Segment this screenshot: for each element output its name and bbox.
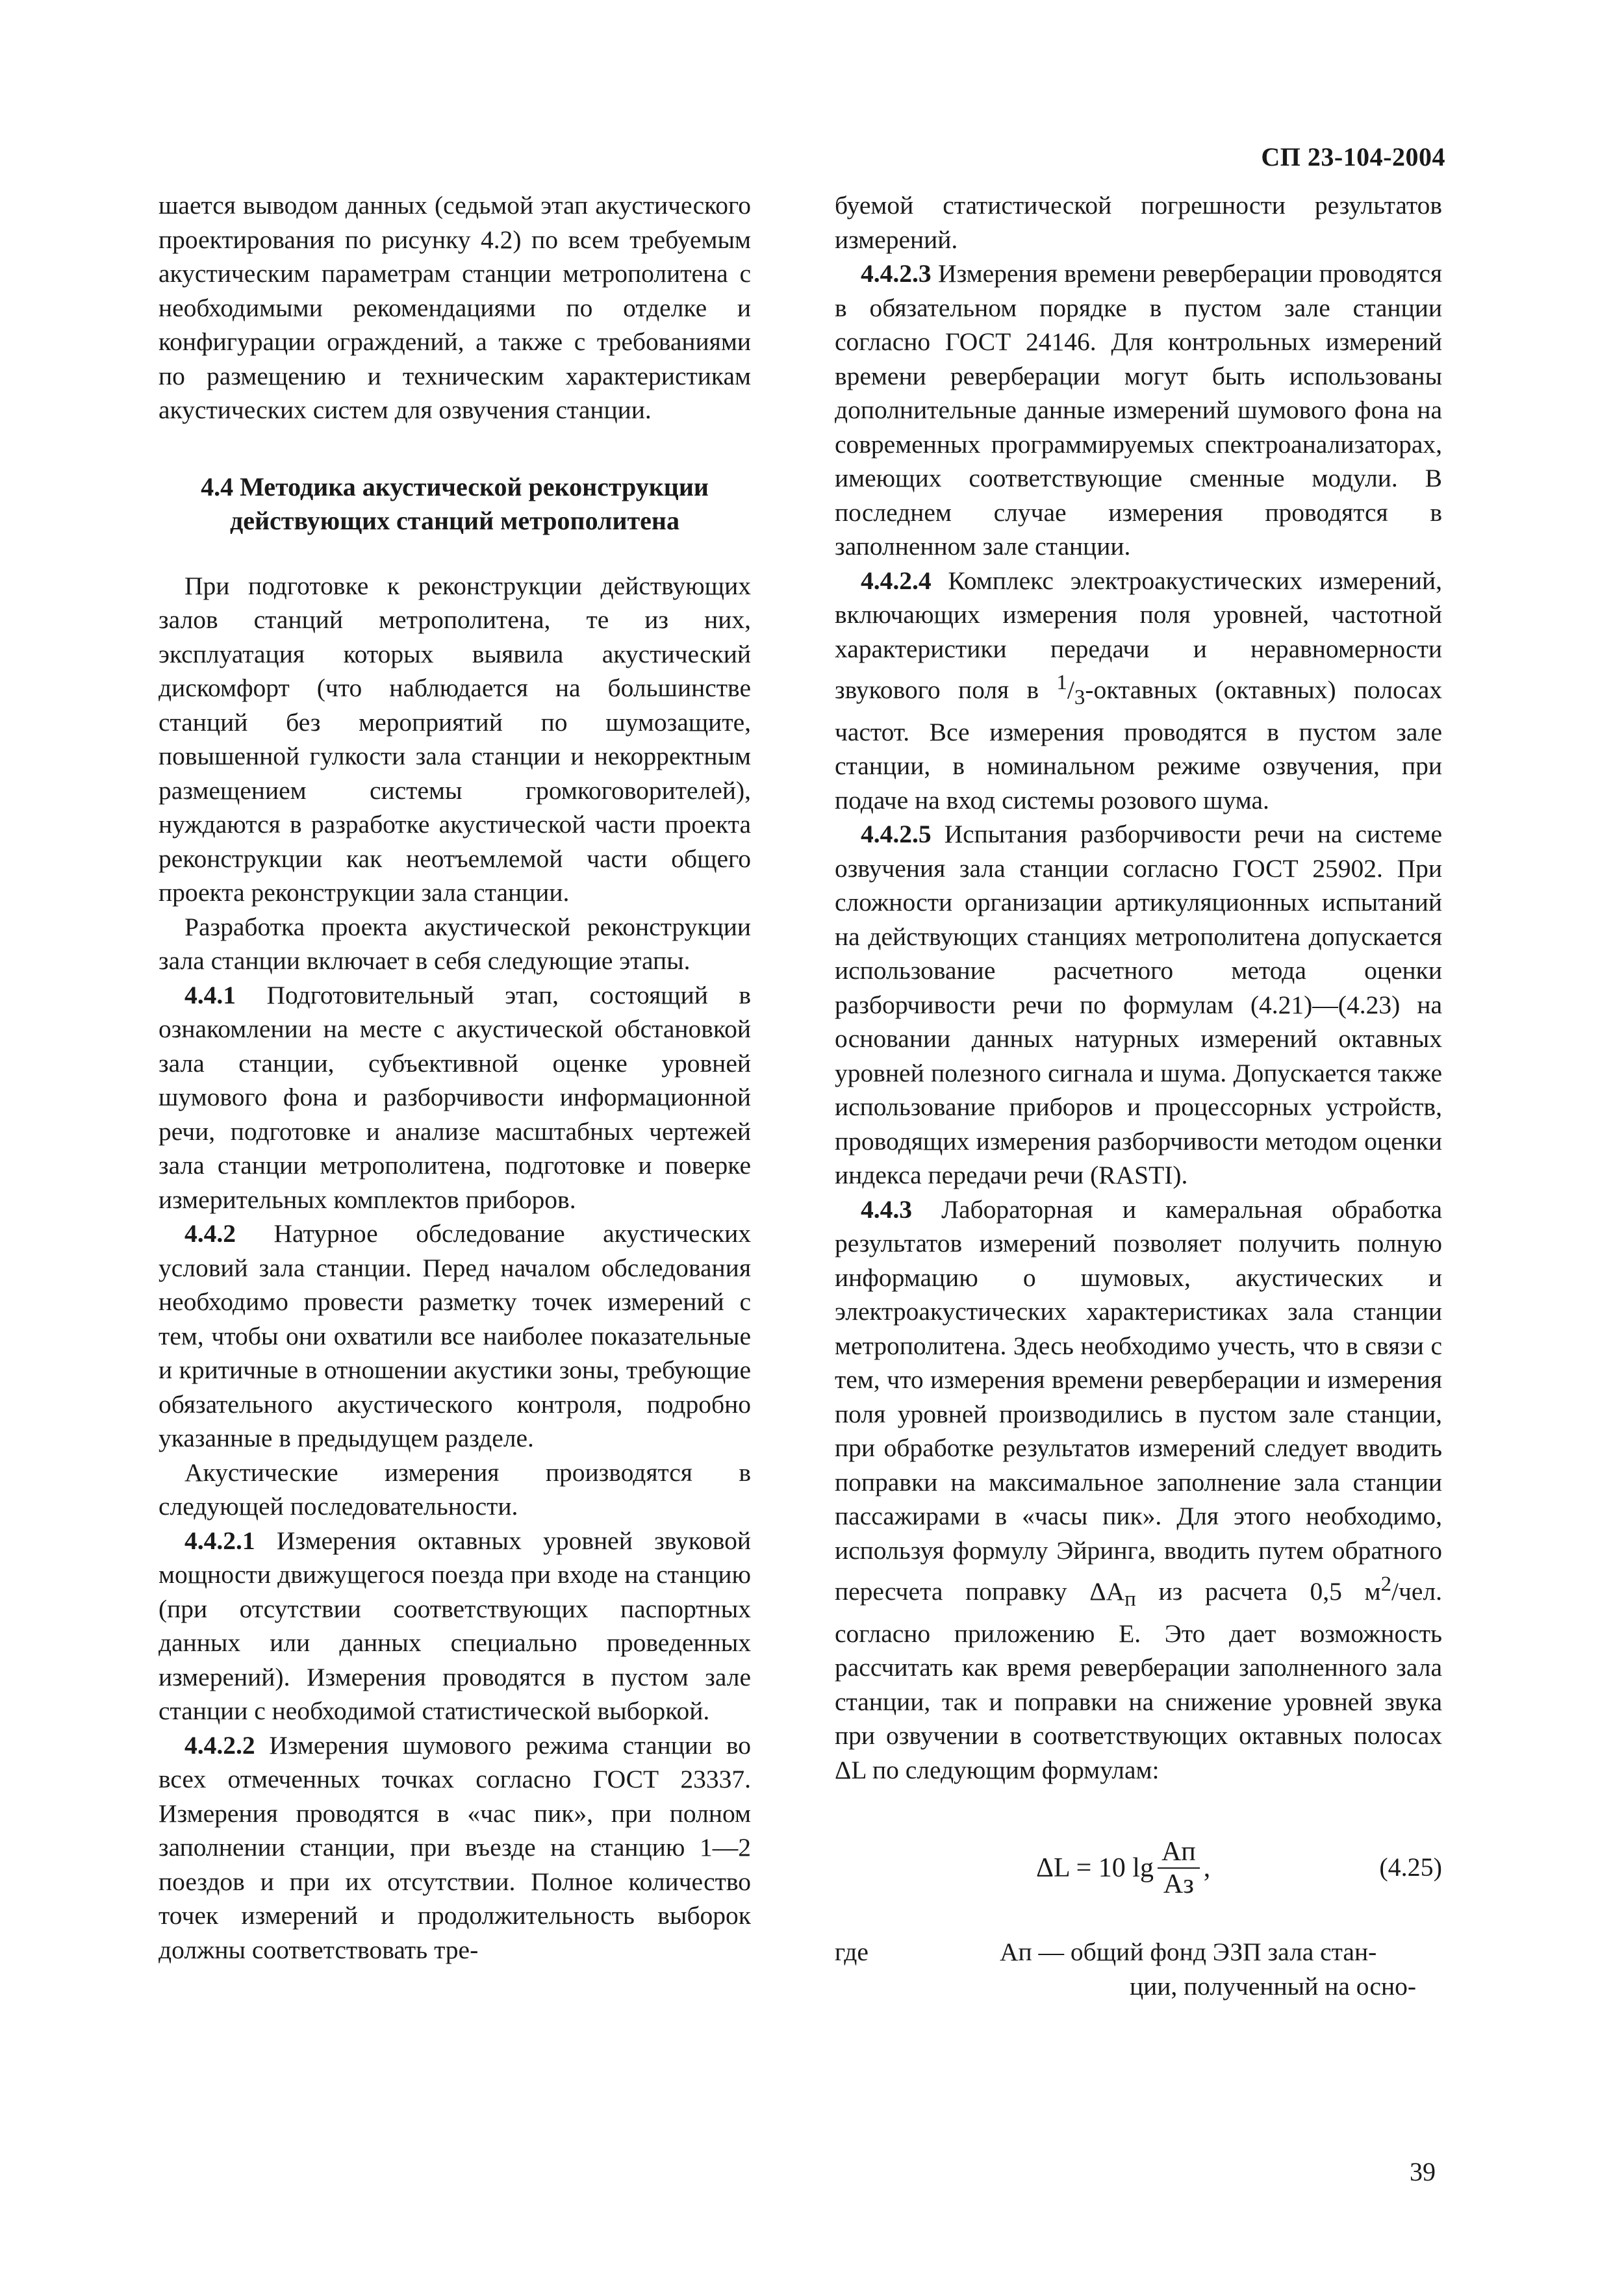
formula-4-25 <box>835 1825 1442 1922</box>
section-heading-line-1: 4.4 Методика акустической реконструкции <box>201 472 709 501</box>
paragraph-4-4-2-4: 4.4.2.4 Комплекс электроакустических измерений, включающих измерения поля уровней, частотной характеристики передачи и неравномерности звукового поля в $^1/_3$-октавных (октавных) полосах частот. Все измерения проводятся в пустом зале станции, в номинальном режиме озвучения, при подаче на вход системы розового шума. <box>835 566 1442 815</box>
clause-text: Испытания разборчивости речи на системе озвучения зала станции согласно ГОСТ 25902. При сложности организации артикуляционных испытаний на действующих станциях метрополитена допускается использование расчетного метода оценки разборчивости речи по формулам (4.21)—(4.23) на основании данных натурных измерений октавных уровней полезного сигнала и шума. Допускается также использование приборов и процессорных устройств, проводящих измерения разборчивости методом оценки индекса передачи речи (RASTI). <box>835 820 1442 1190</box>
paragraph-4-4-1 <box>159 978 751 1217</box>
paragraph-4-4-3 <box>835 1193 1442 1788</box>
clause-number: 4.4.2.5 <box>861 820 932 849</box>
paragraph: При подготовке к реконструкции действующих залов станций метрополитена, те из них, эксплуатация которых выявила акустический дискомфорт (что наблюдается на большинстве станций без мероприятий по шумозащите, повышенной гулкости зала станции и некорректным размещением системы громкоговорителей), нуждаются в разработке акустической части проекта реконструкции как неотъемлемой части общего проекта реконструкции зала станции. <box>159 571 751 907</box>
formula-fraction <box>1158 1836 1200 1900</box>
where-text-line-2: ции, полученный на осно- <box>1130 1971 1417 2001</box>
clause-text: Измерения шумового режима станции во всех отмеченных точках согласно ГОСТ 23337. Измерения проводятся в «час пик», при полном заполнении станции, при въезде на станцию 1—2 поездов и при их отсутствии. Полное количество точек измерений и продолжительность выборок должны соответствовать тре- <box>159 1730 751 1964</box>
right-column <box>835 188 1442 2006</box>
clause-number: 4.4.2.3 <box>861 259 932 288</box>
clause-text: /чел. согласно приложению Е. Это дает возможность рассчитать как время реверберации заполненного зала станции, так и поправки на снижение уровней звука при озвучении в соответствующих октавных полосах ΔL по следующим формулам: <box>835 1577 1442 1784</box>
where-definition <box>1000 1935 1441 2003</box>
paragraph-4-4-2-5 <box>835 817 1442 1193</box>
clause-number: 4.4.2.2 <box>184 1730 255 1760</box>
formula-denominator: Aз <box>1163 1869 1194 1900</box>
clause-text: Лабораторная и камеральная обработка результатов измерений позволяет получить полную информацию о шумовых, акустических и электроакустических характеристиках зала станции метрополитена. Здесь необходимо учесть, что в связи с тем, что измерения времени реверберации и измерения поля уровней производились в пустом зале станции, при обработке результатов измерений следует вводить поправки на максимальное заполнение зала станции пассажирами в «часы пик». Для этого необходимо, используя формулу Эйринга, вводить путем обратного пересчета поправку ΔA <box>835 1194 1442 1606</box>
formula-trailing-comma: , <box>1203 1852 1211 1883</box>
paragraph-continued: шается выводом данных (седьмой этап акустического проектирования по рисунку 4.2) по всем требуемым акустическим параметрам станции метрополитена с необходимыми рекомендациями по отделке и конфигурации ограждений, а также с требованиями по размещению и техническим характеристикам акустических систем для озвучения станции. <box>159 191 751 424</box>
formula-lhs: ΔL = 10 lg <box>1036 1852 1154 1883</box>
clause-text: из расчета 0,5 м <box>1136 1577 1381 1606</box>
paragraph: Разработка проекта акустической реконструкции зала станции включает в себя следующие этапы. <box>159 912 751 975</box>
section-heading-line-2: действующих станций метрополитена <box>230 505 679 535</box>
clause-number: 4.4.2.1 <box>184 1526 255 1555</box>
paragraph: Акустические измерения производятся в следующей последовательности. <box>159 1458 751 1521</box>
paragraph-continued: буемой статистической погрешности результатов измерений. <box>835 191 1442 254</box>
subscript: п <box>1124 1587 1136 1611</box>
fraction-numerator: 1 <box>1056 671 1067 694</box>
clause-text: Комплекс электроакустических измерений, включающих измерения поля уровней, частотной характеристики передачи и неравномерности звукового поля в <box>835 566 1442 705</box>
paragraph-4-4-2-1 <box>159 1524 751 1728</box>
where-label: где <box>835 1938 869 1967</box>
clause-text: Натурное обследование акустических условий зала станции. Перед началом обследования необходимо провести разметку точек измерений с тем, чтобы они охватили все наиболее показательные и критичные в отношении акустики зоны, требующие обязательного акустического контроля, подробно указанные в предыдущем разделе. <box>159 1219 751 1452</box>
page-number: 39 <box>1410 2157 1436 2186</box>
clause-number: 4.4.3 <box>861 1194 912 1224</box>
superscript: 2 <box>1380 1573 1392 1597</box>
formula-numerator: Aп <box>1158 1836 1200 1869</box>
where-clause <box>835 1935 1442 2006</box>
left-column <box>159 188 751 1967</box>
equation-number: (4.25) <box>1379 1852 1442 1882</box>
section-heading <box>159 470 751 538</box>
paragraph-4-4-2-2 <box>159 1728 751 1967</box>
clause-number: 4.4.2.4 <box>861 566 932 595</box>
where-text-line-1: общий фонд ЭЗП зала стан- <box>1070 1938 1377 1967</box>
paragraph-4-4-2-3 <box>835 257 1442 564</box>
clause-text: Измерения времени реверберации проводятся в обязательном порядке в пустом зале станции согласно ГОСТ 24146. Для контрольных измерений времени реверберации могут быть использованы дополнительные данные измерений шумового фона на современных программируемых спектроанализаторах, имеющих соответствующие сменные модули. В последнем случае измерения проводятся в заполненном зале станции. <box>835 259 1442 561</box>
clause-text: Подготовительный этап, состоящий в ознакомлении на месте с акустической обстановкой зала станции, субъективной оценке уровней шумового фона и разборчивости информационной речи, подготовке и анализе масштабных чертежей зала станции метрополитена, подготовке и поверке измерительных комплектов приборов. <box>159 980 751 1214</box>
clause-text: -октавных (октавных) полосах частот. Все измерения проводятся в пустом зале станции, в номинальном режиме озвучения, при подаче на вход системы розового шума. <box>835 676 1442 815</box>
fraction-denominator: 3 <box>1074 686 1085 710</box>
paragraph-4-4-2 <box>159 1217 751 1456</box>
formula-expression <box>1036 1836 1210 1900</box>
where-symbol: Aп — <box>1000 1938 1065 1967</box>
clause-number: 4.4.2 <box>184 1219 236 1248</box>
running-header: СП 23-104-2004 <box>1261 142 1445 171</box>
clause-number: 4.4.1 <box>184 980 236 1009</box>
clause-text: Измерения октавных уровней звуковой мощности движущегося поезда при входе на станцию (при отсутствии соответствующих паспортных данных или данных специально проведенных измерений). Измерения проводятся в пустом зале станции с необходимой статистической выборкой. <box>159 1526 751 1725</box>
